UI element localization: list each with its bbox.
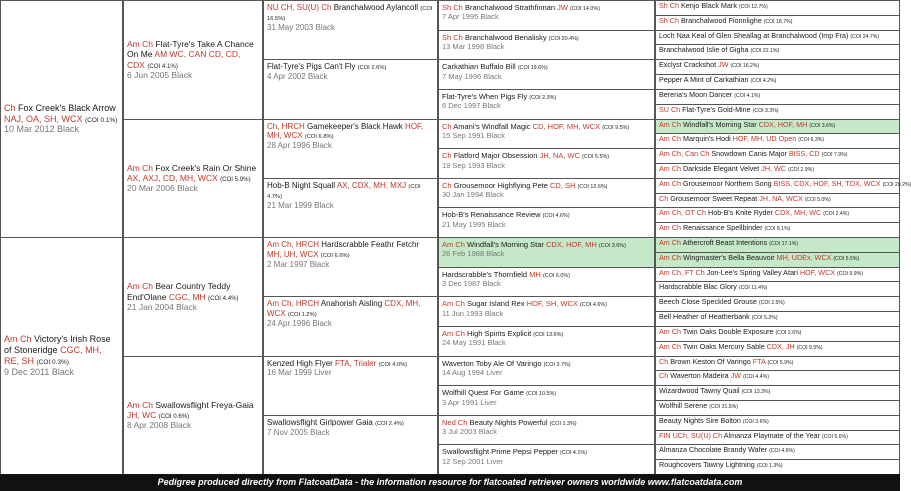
dog-name: Twin Oaks Mercury Sable bbox=[682, 341, 765, 351]
dog-birthdate-color: 6 Dec 1997 Black bbox=[442, 101, 501, 111]
pedigree-entry bbox=[123, 119, 263, 239]
dog-titles: Ch bbox=[659, 193, 669, 203]
pedigree-entry bbox=[655, 133, 900, 149]
pedigree-entry bbox=[263, 119, 438, 179]
dog-coi: (COI 9.9%) bbox=[837, 270, 863, 277]
dog-name: Hob-B's Renaissance Review bbox=[442, 210, 541, 220]
dog-coi: (COI 4.6%) bbox=[580, 302, 607, 309]
dog-name: Wolfhill Serene bbox=[659, 400, 708, 410]
dog-name: Branchalwood Fionnlighe bbox=[680, 15, 762, 25]
dog-titles: Ch bbox=[442, 121, 452, 131]
dog-titles: Sh Ch bbox=[442, 32, 463, 42]
pedigree-entry bbox=[123, 356, 263, 476]
dog-coi: (COI 3.7%) bbox=[543, 361, 571, 368]
dog-birthdate-color: 7 May 1996 Black bbox=[442, 71, 502, 81]
dog-suffix-titles: JW bbox=[557, 3, 568, 12]
pedigree-entry bbox=[655, 459, 900, 475]
pedigree-entry bbox=[438, 148, 655, 179]
dog-coi: (COI 4.1%) bbox=[559, 450, 587, 457]
dog-titles: Ch bbox=[659, 356, 669, 366]
dog-name: Swallowsflight Freya-Gaia bbox=[155, 399, 254, 410]
dog-name: Jon-Lee's Spring Valley Atari bbox=[706, 267, 798, 277]
dog-coi: (COI 22.1%) bbox=[750, 48, 780, 55]
dog-coi: (COI 4.1%) bbox=[734, 92, 761, 99]
dog-suffix-titles: CDX, MH, WCX bbox=[267, 299, 421, 318]
dog-suffix-titles: JH, NA, WC bbox=[539, 151, 580, 161]
dog-coi: (COI 12.6%) bbox=[577, 183, 608, 190]
dog-suffix-titles: CDX, MH, WC bbox=[774, 208, 822, 218]
dog-titles: Ch bbox=[659, 371, 669, 381]
dog-name: Branchalwood Aylancoll bbox=[333, 3, 419, 12]
dog-coi: (COI 1.3%) bbox=[756, 463, 783, 470]
dog-suffix-titles: BISS, CD bbox=[788, 149, 820, 159]
dog-name: Loch Naa Keal of Glen Sheallag at Branchalwood (Imp Fra) bbox=[659, 30, 849, 40]
dog-birthdate-color: 21 Jan 2004 Black bbox=[127, 301, 197, 312]
dog-titles: Am Ch bbox=[659, 163, 681, 173]
dog-titles: Sh Ch bbox=[659, 1, 679, 10]
dog-birthdate-color: 4 Apr 2002 Black bbox=[267, 72, 328, 82]
pedigree-entry bbox=[438, 30, 655, 61]
dog-titles: Am Ch, HRCH bbox=[267, 240, 320, 249]
pedigree-entry bbox=[655, 385, 900, 401]
pedigree-entry bbox=[438, 178, 655, 209]
pedigree-entry bbox=[438, 296, 655, 327]
dog-coi: (COI 5.2%) bbox=[751, 315, 778, 322]
dog-coi: (COI 31.5%) bbox=[709, 403, 738, 410]
dog-titles: Ch, HRCH bbox=[267, 121, 305, 131]
dog-titles: Am Ch bbox=[659, 238, 681, 247]
pedigree-entry bbox=[438, 385, 655, 416]
dog-birthdate-color: 21 May 1995 Black bbox=[442, 219, 506, 229]
dog-name: Victory's Irish Rose of Stoneridge bbox=[4, 334, 111, 356]
dog-coi: (COI 2.6%) bbox=[357, 65, 387, 72]
dog-name: Amani's Windfall Magic bbox=[453, 121, 531, 131]
dog-name: Flat-Tyre's Pigs Can't Fly bbox=[267, 62, 356, 72]
dog-name: Windfall's Morning Star bbox=[682, 119, 757, 129]
dog-name: Marquin's Hodi bbox=[682, 134, 731, 144]
dog-coi: (COI 4.6%) bbox=[769, 448, 795, 455]
dog-coi: (COI 19.6%) bbox=[517, 65, 548, 72]
dog-coi: (COI 3.3%) bbox=[752, 107, 779, 114]
dog-name: Athercroft Beast Intentions bbox=[682, 238, 768, 247]
dog-name: Grousemoor Northern Song bbox=[682, 178, 772, 188]
pedigree-entry bbox=[655, 207, 900, 223]
dog-name: Anahorish Aisling bbox=[320, 299, 383, 309]
dog-name: Darkside Elegant Velvet bbox=[682, 163, 760, 173]
dog-name: Wizardwood Tawny Quail bbox=[659, 386, 740, 396]
dog-name: Almanza Playmate of the Year bbox=[723, 430, 821, 440]
pedigree-entry bbox=[438, 207, 655, 238]
pedigree-entry bbox=[655, 341, 900, 357]
pedigree-entry bbox=[655, 74, 900, 90]
pedigree-entry bbox=[263, 237, 438, 297]
dog-name: Hob-B's Knite Ryder bbox=[708, 208, 773, 218]
dog-suffix-titles: HOF, SH, WCX bbox=[526, 299, 578, 309]
dog-name: Exclyst Crackshot bbox=[659, 60, 717, 70]
dog-birthdate-color: 31 May 2003 Black bbox=[267, 22, 336, 32]
pedigree-entry bbox=[655, 400, 900, 416]
dog-name: Berena's Moon Dancer bbox=[659, 89, 733, 99]
dog-coi: (COI 10.5%) bbox=[526, 391, 557, 398]
pedigree-entry bbox=[438, 356, 655, 387]
pedigree-entry bbox=[0, 237, 123, 475]
dog-suffix-titles: CGC, MH bbox=[168, 291, 206, 302]
dog-birthdate-color: 15 Sep 1991 Black bbox=[442, 130, 505, 140]
dog-birthdate-color: 19 Sep 1993 Black bbox=[442, 160, 505, 170]
pedigree-entry bbox=[438, 444, 655, 475]
dog-suffix-titles: FTA, Trialer bbox=[335, 358, 377, 368]
dog-titles: Ch bbox=[4, 102, 16, 113]
dog-coi: (COI 4.6%) bbox=[542, 213, 570, 220]
pedigree-entry bbox=[438, 326, 655, 357]
dog-name: Kenjo Black Mark bbox=[680, 1, 737, 10]
dog-name: Beech Close Speckled Grouse bbox=[659, 297, 757, 307]
dog-suffix-titles: MH bbox=[529, 269, 541, 279]
dog-name: Flat-Tyre's When Pigs Fly bbox=[442, 91, 528, 101]
dog-coi: (COI 1.2%) bbox=[287, 311, 317, 318]
dog-coi: (COI 6.6%) bbox=[320, 252, 350, 259]
dog-coi: (COI 2.4%) bbox=[823, 211, 850, 218]
pedigree-entry bbox=[655, 370, 900, 386]
pedigree-entry bbox=[263, 59, 438, 119]
dog-suffix-titles: CDX, HOF, MH bbox=[545, 240, 597, 249]
dog-coi: (COI 5.5%) bbox=[582, 154, 610, 161]
dog-coi: (COI 17.1%) bbox=[769, 241, 799, 247]
dog-suffix-titles: CDX, JH bbox=[766, 341, 795, 351]
dog-coi: (COI 3.6%) bbox=[742, 418, 769, 425]
dog-coi: (COI 4.4%) bbox=[743, 374, 769, 381]
dog-coi: (COI 0.3%) bbox=[36, 359, 69, 366]
dog-titles: Am Ch bbox=[659, 134, 681, 144]
dog-coi: (COI 2.4%) bbox=[375, 420, 404, 427]
dog-coi: (COI 12.7%) bbox=[738, 4, 768, 10]
dog-name: Snowdown Canis Major bbox=[711, 149, 787, 159]
dog-coi: (COI 9.5%) bbox=[602, 124, 630, 131]
dog-coi: (COI 4.1%) bbox=[147, 62, 178, 70]
dog-birthdate-color: 24 Apr 1996 Black bbox=[267, 318, 332, 328]
dog-coi: (COI 24.7%) bbox=[850, 33, 880, 40]
pedigree-entry bbox=[438, 267, 655, 298]
pedigree-entry bbox=[655, 59, 900, 75]
dog-suffix-titles: MH, UH, WCX bbox=[267, 249, 319, 259]
dog-name: Swallowsflight Prime Pepsi Pepper bbox=[442, 447, 558, 457]
dog-suffix-titles: MH, UDEx, WCX bbox=[776, 252, 832, 262]
dog-suffix-titles: BISS, CDX, HOF, SH, TDX, WCX bbox=[773, 178, 881, 188]
dog-titles: Am Ch, Can Ch bbox=[659, 149, 710, 159]
dog-name: Roughcovers Tawny Lightning bbox=[659, 460, 755, 470]
dog-name: Grousemoor Sweet Repeat bbox=[670, 193, 758, 203]
dog-titles: FIN UCh, SU(U) Ch bbox=[659, 430, 723, 440]
dog-coi: (COI 6.0%) bbox=[542, 272, 570, 279]
dog-suffix-titles: HOF, WCX bbox=[799, 267, 836, 277]
dog-birthdate-color: 3 Dec 1987 Black bbox=[442, 279, 501, 289]
pedigree-entry bbox=[655, 252, 900, 268]
dog-birthdate-color: 2 Mar 1997 Black bbox=[267, 259, 330, 269]
dog-suffix-titles: JH, WC bbox=[127, 410, 157, 421]
dog-name: Branchalwood Strathfinnan bbox=[464, 3, 556, 12]
pedigree-entry bbox=[655, 415, 900, 431]
dog-titles: Am Ch bbox=[442, 299, 465, 309]
pedigree-entry bbox=[655, 0, 900, 16]
pedigree-entry bbox=[438, 59, 655, 90]
pedigree-entry bbox=[263, 178, 438, 238]
dog-coi: (COI 7.9%) bbox=[821, 152, 848, 159]
dog-coi: (COI 14.0%) bbox=[570, 6, 601, 12]
pedigree-entry bbox=[655, 326, 900, 342]
dog-coi: (COI 1.3%) bbox=[549, 420, 577, 427]
pedigree-entry bbox=[438, 237, 655, 268]
dog-coi: (COI 13.6%) bbox=[533, 331, 564, 338]
dog-birthdate-color: 26 Feb 1988 Black bbox=[442, 249, 505, 259]
dog-birthdate-color: 7 Apr 1995 Black bbox=[442, 12, 499, 22]
dog-coi: (COI 2.6%) bbox=[775, 329, 802, 336]
dog-suffix-titles: JH, WC bbox=[761, 163, 787, 173]
dog-coi: (COI 3.6%) bbox=[598, 243, 626, 249]
dog-coi: (COI 2.9%) bbox=[788, 166, 814, 173]
dog-titles: Am Ch bbox=[659, 341, 681, 351]
dog-name: Brown Keston Of Varingo bbox=[670, 356, 751, 366]
dog-birthdate-color: 21 Mar 1999 Black bbox=[267, 200, 334, 210]
pedigree-entry bbox=[655, 356, 900, 372]
dog-suffix-titles: FTA bbox=[752, 356, 766, 366]
dog-name: Fox Creek's Black Arrow bbox=[18, 102, 116, 113]
dog-name: Sugar Island Rex bbox=[467, 299, 525, 309]
dog-name: Almanza Chocolate Brandy Wafer bbox=[659, 445, 767, 455]
dog-suffix-titles: CDX, HOF, MH bbox=[758, 119, 808, 129]
dog-birthdate-color: 9 Dec 2011 Black bbox=[4, 366, 74, 377]
dog-titles: Am Ch bbox=[442, 240, 465, 249]
dog-coi: (COI 16.5%) bbox=[267, 6, 433, 22]
dog-name: Swallowsflight Girlpower Gaia bbox=[267, 417, 373, 427]
dog-name: Waverton Madeira bbox=[670, 371, 729, 381]
dog-coi: (COI 16.2%) bbox=[730, 63, 760, 70]
dog-name: High Spirits Explicit bbox=[467, 328, 532, 338]
dog-titles: Am Ch, FT Ch bbox=[659, 267, 705, 277]
pedigree-entry bbox=[655, 15, 900, 31]
pedigree-entry bbox=[263, 415, 438, 475]
dog-birthdate-color: 10 Mar 2012 Black bbox=[4, 124, 80, 135]
dog-name: Twin Oaks Double Exposure bbox=[682, 326, 774, 336]
dog-name: Beauty Nights Powerful bbox=[469, 417, 548, 427]
pedigree-entry bbox=[655, 148, 900, 164]
dog-name: Hardscrabble's Thornfield bbox=[442, 269, 528, 279]
footer-banner: Pedigree produced directly from FlatcoatData - the information resource for flatcoated retriever owners worldwide www.flatcoatdata.com bbox=[0, 474, 900, 491]
pedigree-entry bbox=[263, 356, 438, 416]
pedigree-entry bbox=[438, 89, 655, 120]
dog-birthdate-color: 12 Sep 2001 Liver bbox=[442, 456, 503, 466]
dog-birthdate-color: 8 Apr 2008 Black bbox=[127, 420, 192, 431]
dog-coi: (COI 5.6%) bbox=[822, 433, 848, 440]
pedigree-entry bbox=[655, 89, 900, 105]
dog-suffix-titles: JH, NA, WCX bbox=[759, 193, 803, 203]
dog-birthdate-color: 3 Jul 2003 Black bbox=[442, 427, 498, 437]
dog-name: Hardscrabble Feathr Fetchr bbox=[321, 240, 420, 249]
dog-coi: (COI 5.0%) bbox=[804, 196, 831, 203]
dog-titles: Sh Ch bbox=[442, 3, 463, 12]
dog-name: Flat-Tyre's Gold-Mine bbox=[682, 104, 751, 114]
dog-titles: Ch bbox=[442, 151, 452, 161]
pedigree-entry bbox=[655, 430, 900, 446]
dog-name: Hardscrabble Blac Glory bbox=[659, 282, 737, 292]
pedigree-entry bbox=[655, 44, 900, 60]
dog-name: Windfall's Morning Star bbox=[467, 240, 544, 249]
dog-name: Gamekeeper's Black Hawk bbox=[307, 121, 403, 131]
dog-coi: (COI 4.4%) bbox=[208, 294, 239, 302]
dog-name: Branchalwood Benalisky bbox=[464, 32, 547, 42]
dog-titles: NU CH, SU(U) Ch bbox=[267, 3, 332, 12]
dog-coi: (COI 5.9%) bbox=[220, 176, 251, 184]
dog-birthdate-color: 7 Nov 2005 Black bbox=[267, 427, 330, 437]
dog-birthdate-color: 20 Mar 2006 Black bbox=[127, 183, 198, 194]
dog-name: Kenzed High Flyer bbox=[267, 358, 333, 368]
pedigree-entry bbox=[438, 119, 655, 150]
dog-titles: Am Ch bbox=[659, 223, 681, 233]
pedigree-entry bbox=[438, 0, 655, 31]
dog-name: Grousemoor Highflying Pete bbox=[453, 180, 548, 190]
dog-coi: (COI 9.5%) bbox=[796, 344, 823, 351]
dog-birthdate-color: 13 Mar 1998 Black bbox=[442, 42, 505, 52]
dog-titles: Am Ch, OT Ch bbox=[659, 208, 706, 218]
dog-titles: Ned Ch bbox=[442, 417, 468, 427]
dog-coi: (COI 5.9%) bbox=[767, 359, 794, 366]
pedigree-entry bbox=[123, 0, 263, 120]
dog-titles: Am Ch bbox=[127, 162, 153, 173]
dog-name: Waverton Toby Ale Of Varingo bbox=[442, 358, 542, 368]
dog-suffix-titles: JW bbox=[718, 60, 729, 70]
dog-suffix-titles: HOF, MH, WCX bbox=[267, 121, 424, 141]
dog-suffix-titles: AM WC, CAN CD, CD, CDX bbox=[127, 49, 241, 70]
dog-coi: (COI 6.8%) bbox=[304, 134, 334, 141]
dog-coi: (COI 6.3%) bbox=[798, 137, 825, 144]
pedigree-entry bbox=[655, 30, 900, 46]
dog-birthdate-color: 16 Mar 1999 Liver bbox=[267, 368, 332, 378]
dog-suffix-titles: AX, CDX, MH, MXJ bbox=[336, 180, 407, 190]
dog-titles: Am Ch bbox=[659, 119, 681, 129]
dog-name: Beauty Nights Sire Bolton bbox=[659, 415, 741, 425]
dog-coi: (COI 3.6%) bbox=[809, 122, 836, 129]
dog-titles: Sh Ch bbox=[659, 15, 679, 25]
dog-birthdate-color: 30 Jan 1994 Black bbox=[442, 190, 504, 200]
dog-titles: Am Ch bbox=[659, 178, 681, 188]
dog-suffix-titles: CD, SH bbox=[550, 180, 576, 190]
dog-birthdate-color: 3 Apr 1991 Liver bbox=[442, 397, 497, 407]
dog-suffix-titles: NAJ, OA, SH, WCX bbox=[4, 113, 83, 124]
dog-suffix-titles: JW bbox=[730, 371, 742, 381]
dog-name: Flat-Tyre's Take A Chance On Me bbox=[127, 39, 254, 60]
pedigree-entry bbox=[655, 267, 900, 283]
dog-coi: (COI 4.2%) bbox=[750, 78, 777, 85]
dog-titles: Am Ch bbox=[127, 39, 153, 50]
pedigree-entry bbox=[655, 281, 900, 297]
pedigree-entry bbox=[263, 0, 438, 60]
dog-name: Flatford Major Obsession bbox=[453, 151, 538, 161]
pedigree-entry bbox=[123, 237, 263, 357]
dog-titles: SU Ch bbox=[659, 104, 681, 114]
pedigree-entry bbox=[263, 296, 438, 356]
dog-coi: (COI 0.1%) bbox=[85, 116, 118, 124]
dog-coi: (COI 8.1%) bbox=[764, 226, 791, 233]
dog-birthdate-color: 14 Aug 1994 Liver bbox=[442, 367, 503, 377]
dog-coi: (COI 4.7%) bbox=[267, 183, 421, 200]
dog-titles: Am Ch bbox=[442, 328, 465, 338]
pedigree-entry bbox=[438, 415, 655, 446]
pedigree-entry bbox=[655, 296, 900, 312]
dog-birthdate-color: 24 May 1991 Black bbox=[442, 338, 506, 348]
dog-name: Hob-B Night Squall bbox=[267, 180, 336, 190]
dog-birthdate-color: 11 Jun 1993 Black bbox=[442, 308, 504, 318]
pedigree-entry bbox=[655, 163, 900, 179]
pedigree-entry bbox=[655, 222, 900, 238]
dog-coi: (COI 2.3%) bbox=[529, 94, 557, 101]
dog-name: Renaissance Spellbinder bbox=[682, 223, 763, 233]
pedigree-entry bbox=[655, 178, 911, 194]
dog-titles: Am Ch bbox=[4, 334, 32, 345]
pedigree-entry bbox=[0, 0, 123, 238]
dog-birthdate-color: 28 Apr 1996 Black bbox=[267, 141, 332, 150]
dog-suffix-titles: HOF, MH, UD Open bbox=[732, 134, 797, 144]
dog-birthdate-color: 6 Jun 2005 Black bbox=[127, 70, 193, 81]
dog-coi: (COI 4.0%) bbox=[378, 361, 408, 368]
pedigree-entry bbox=[655, 104, 900, 120]
dog-suffix-titles: AX, AXJ, CD, MH, WCX bbox=[127, 173, 218, 184]
dog-suffix-titles: CD, HOF, MH, WCX bbox=[532, 121, 601, 131]
dog-name: Carkathian Buffalo Bill bbox=[442, 62, 516, 72]
dog-name: Wingmaster's Bella Beauvoir bbox=[682, 252, 775, 262]
dog-coi: (COI 18.7%) bbox=[763, 18, 793, 25]
dog-coi: (COI 2.5%) bbox=[758, 300, 785, 307]
pedigree-entry bbox=[655, 444, 900, 460]
pedigree-entry bbox=[655, 237, 900, 253]
dog-suffix-titles: CGC, MH, RE, SH bbox=[4, 345, 102, 366]
dog-name: Branchalwood Islie of Gigha bbox=[659, 45, 749, 55]
dog-titles: Am Ch, HRCH bbox=[267, 299, 320, 309]
pedigree-entry bbox=[655, 311, 900, 327]
dog-titles: Ch bbox=[442, 180, 452, 190]
dog-name: Bell Heather of Heatherbank bbox=[659, 312, 750, 322]
dog-coi: (COI 13.3%) bbox=[741, 389, 771, 396]
dog-coi: (COI 0.6%) bbox=[158, 413, 190, 421]
pedigree-entry bbox=[655, 193, 900, 209]
dog-name: Wolfhill Quest For Game bbox=[442, 388, 524, 398]
dog-titles: Am Ch bbox=[659, 326, 681, 336]
dog-titles: Am Ch bbox=[659, 252, 681, 262]
dog-name: Fox Creek's Rain Or Shine bbox=[155, 162, 257, 173]
dog-coi: (COI 20.2%) bbox=[882, 181, 911, 188]
pedigree-entry bbox=[655, 119, 900, 135]
dog-coi: (COI 20.4%) bbox=[548, 35, 579, 42]
dog-name: Bear Country Teddy End'Olane bbox=[127, 281, 231, 302]
dog-coi: (COI 11.4%) bbox=[738, 285, 768, 292]
dog-titles: Am Ch bbox=[127, 281, 153, 292]
dog-titles: Am Ch bbox=[127, 399, 153, 410]
dog-coi: (COI 5.5%) bbox=[833, 255, 860, 262]
dog-name: Pepper A Mint of Carkathian bbox=[659, 75, 749, 85]
